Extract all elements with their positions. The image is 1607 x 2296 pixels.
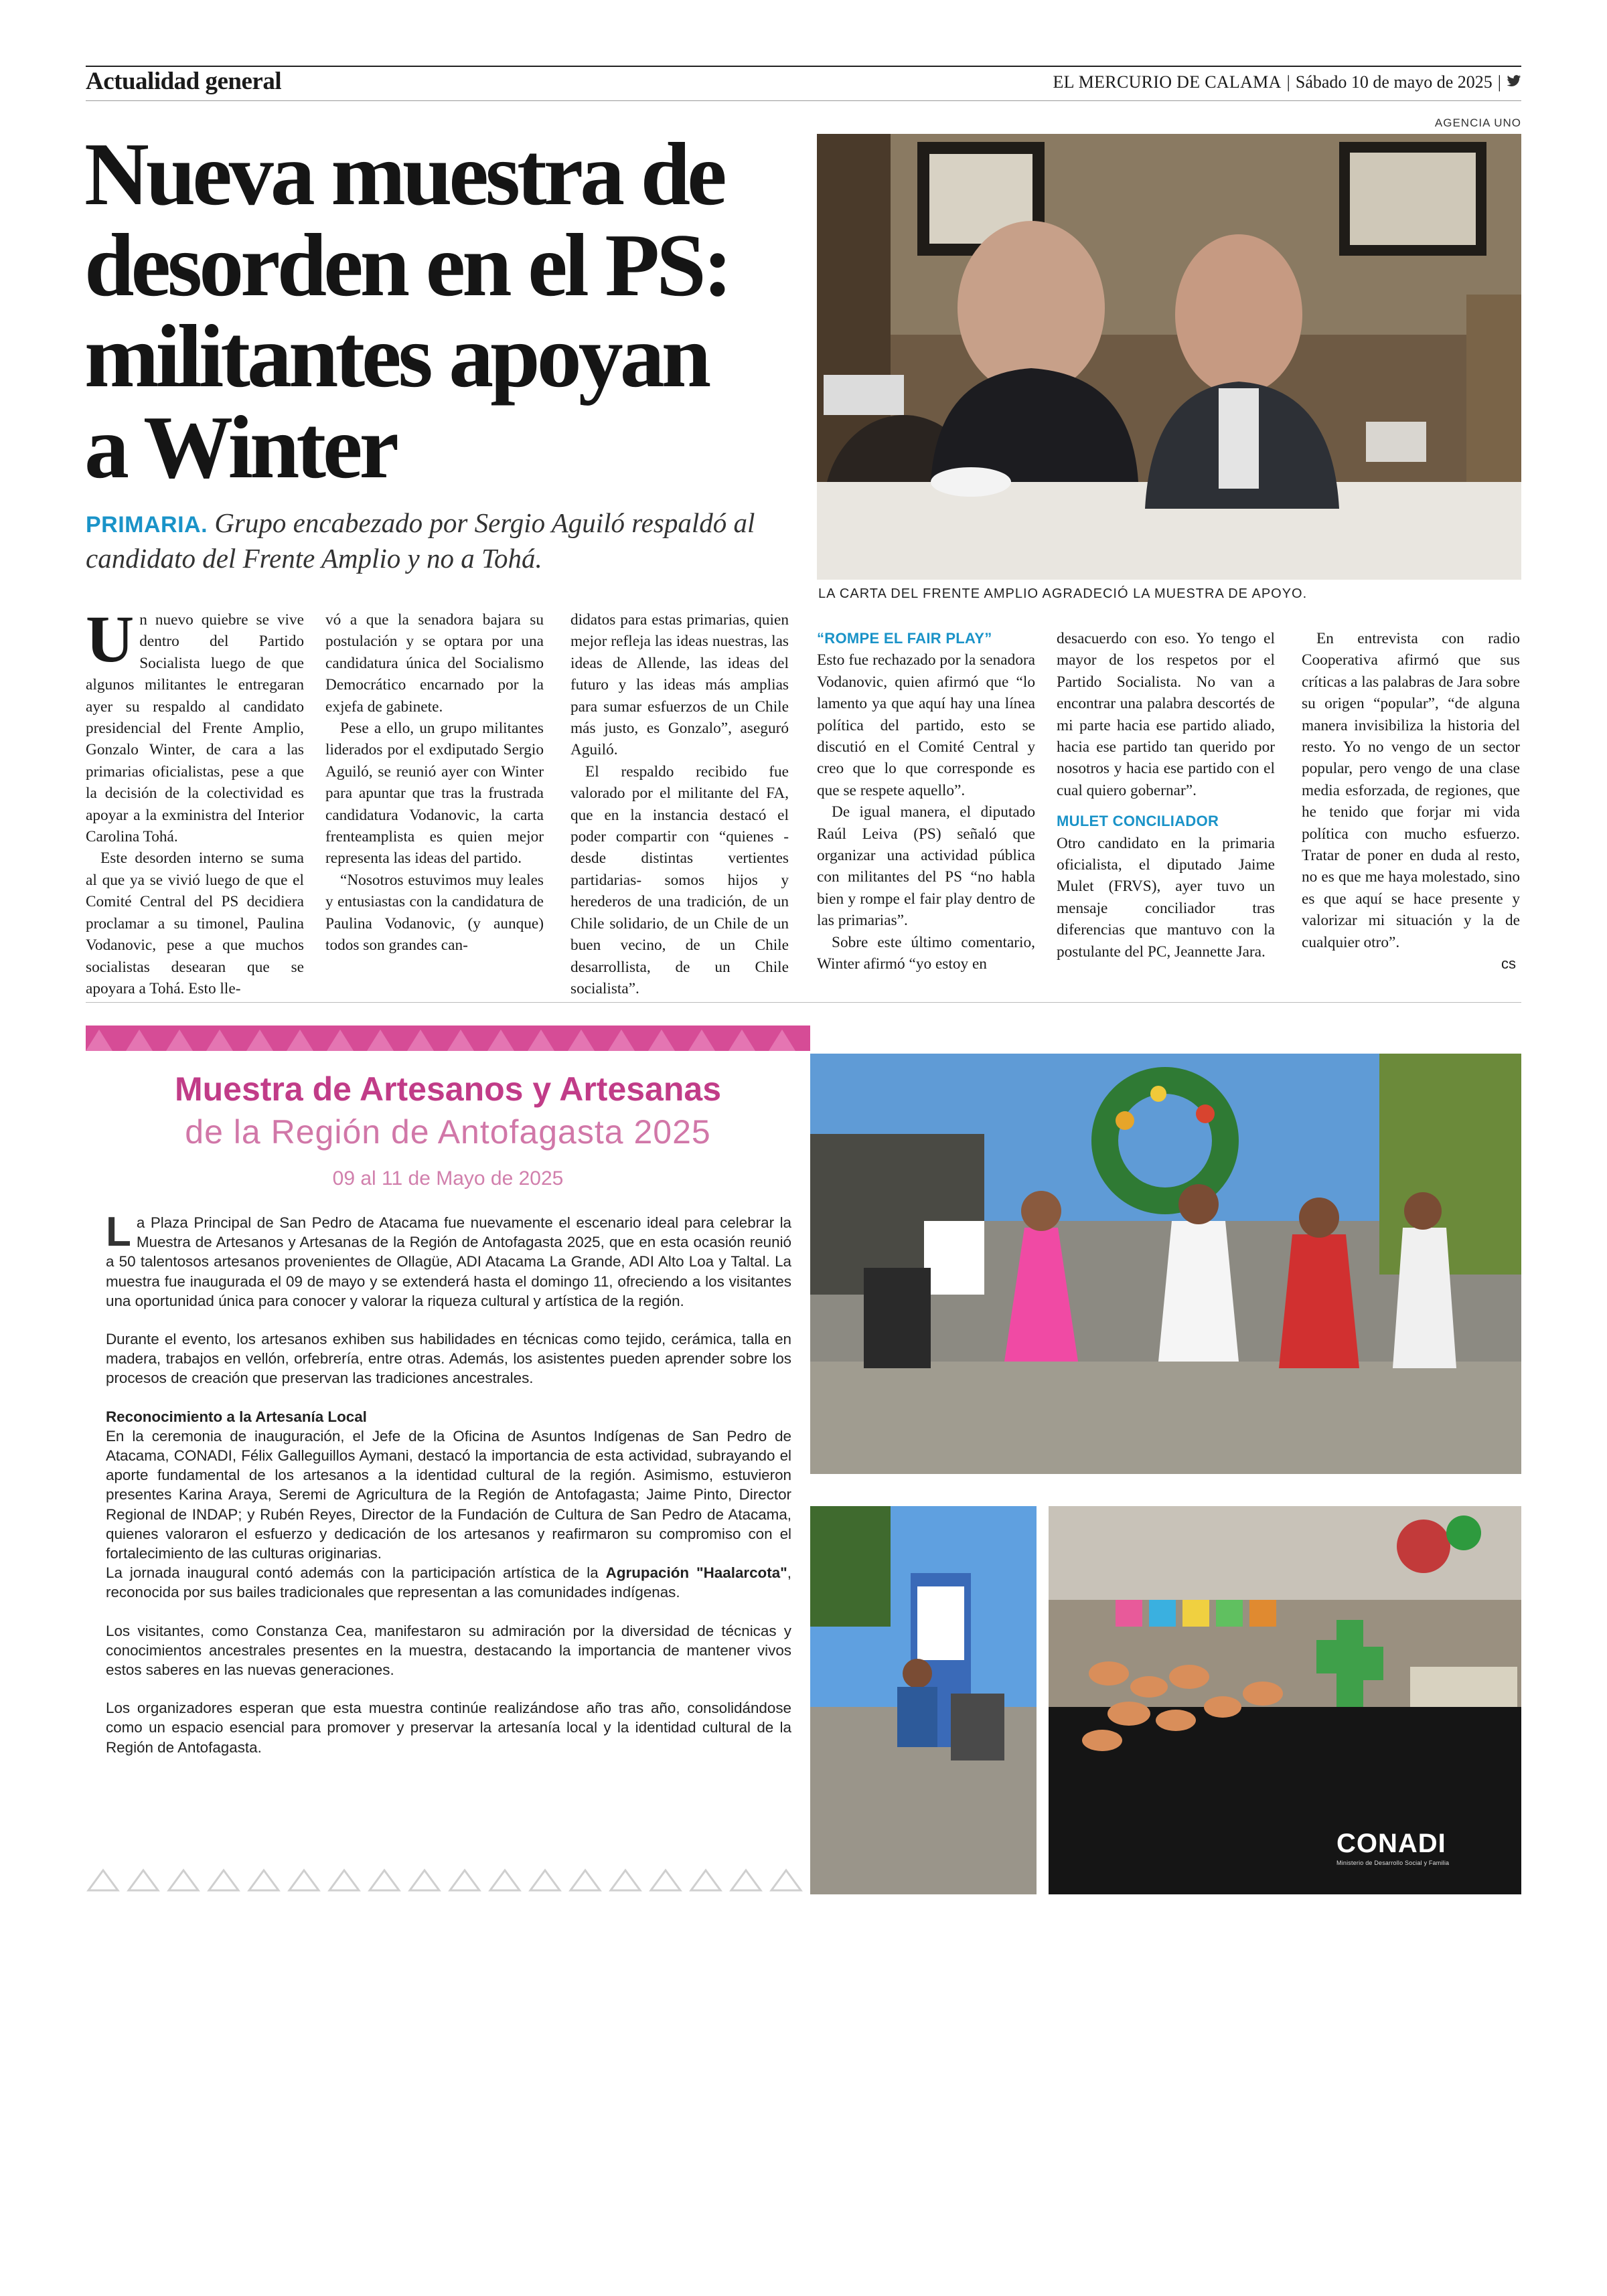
ad-dates: 09 al 11 de Mayo de 2025	[332, 1167, 564, 1190]
issue-date: Sábado 10 de mayo de 2025	[1295, 72, 1493, 92]
paragraph: vó a que la senadora bajara su postulación y se optara por una candidatura única del Socialismo Democrático encarnado por la exjefa de gabinete.	[325, 611, 544, 716]
conadi-logo-subtext: Ministerio de Desarrollo Social y Familia	[1336, 1860, 1450, 1866]
ad-paragraph: Los organizadores esperan que esta muestra continúe realizándose año tras año, consolidándose como un espacio esencial para promover y preservar la artesanía local y la identidad cultural de la Región de Antofagasta.	[106, 1700, 791, 1756]
twitter-bird-icon	[1507, 72, 1521, 92]
headline-line: militantes apoyan	[84, 307, 708, 406]
paragraph: Sobre este último comentario, Winter afirmó “yo estoy en	[817, 933, 1035, 973]
article-column-5	[1057, 628, 1275, 963]
paragraph: De igual manera, el diputado Raúl Leiva (PS) señaló que organizar una actividad pública con militantes del PS “no habla bien y rompe el fair play dentro de las primarias”.	[817, 803, 1035, 930]
ad-photo-plaza	[810, 1506, 1037, 1894]
publication-name: EL MERCURIO DE CALAMA	[1053, 72, 1282, 92]
paragraph: Esto fue rechazado por la senadora Vodanovic, quien afirmó que “lo lamento ya que aquí hay una línea política del partido, esto se discutió en el Comité Central y creo que lo que corresponde es que se respete aquello”.	[817, 651, 1035, 799]
headline-line: desorden en el PS:	[84, 216, 730, 315]
paragraph: “Nosotros estuvimos muy leales y entusiastas con la candidatura de Paulina Vodanovic, (y aunque) todos son grandes can-	[325, 871, 544, 955]
ad-title: Muestra de Artesanos y Artesanas	[174, 1070, 722, 1108]
ad-top-stripe	[86, 1026, 810, 1051]
article-divider	[86, 1002, 1521, 1003]
ad-subhead: Reconocimiento a la Artesanía Local	[106, 1408, 367, 1425]
article-column-2	[325, 609, 544, 957]
article-photo	[817, 134, 1521, 580]
ad-paragraph: La Plaza Principal de San Pedro de Atacama fue nuevamente el escenario ideal para celebrar la Muestra de Artesanos y Artesanas de la Región de Antofagasta 2025, que en esta ocasión reunió a 50 talentosos artesanos provenientes de Ollagüe, ADI Atacama La Grande, ADI Alto Loa y Taltal. La muestra fue inaugurada el 09 de mayo y se extenderá hasta el domingo 11, ofreciendo a los visitantes una oportunidad única para conocer y valorar la riqueza cultural y artística de la región.	[106, 1209, 791, 1309]
article-column-4	[817, 628, 1035, 975]
ad-body	[106, 1209, 791, 1776]
headline-line: Nueva muestra de	[84, 125, 724, 224]
ad-paragraph: Los visitantes, como Constanza Cea, manifestaron su admiración por la diversidad de técnicas y conocimientos ancestrales presentes en la muestra, destacando la importancia de mantener vivos estos saberes en las nuevas generaciones.	[106, 1622, 791, 1679]
headline	[84, 125, 794, 497]
article-column-3	[570, 609, 789, 999]
subhead: “ROMPE EL FAIR PLAY”	[817, 630, 992, 647]
drop-cap: U	[86, 602, 135, 676]
paragraph: didatos para estas primarias, quien mejor refleja las ideas nuestras, las ideas de Allende, las ideas del futuro y las ideas más amplias para sumar esfuerzos de un Chile más justo, es Gonzalo”, aseguró Aguiló.	[570, 611, 789, 759]
ad-subtitle: de la Región de Antofagasta 2025	[185, 1113, 711, 1151]
article-column-1	[86, 602, 304, 999]
paragraph: Un nuevo quiebre se vive dentro del Partido Socialista luego de que algunos militantes le entregaran ayer su respaldo al candidato presidencial del Frente Amplio, Gonzalo Winter, de cara a las primarias oficialistas, pese a que la decisión de la colectividad es apoyar a la exministra del Interior Carolina Tohá.	[86, 602, 304, 846]
photo-caption: LA CARTA DEL FRENTE AMPLIO AGRADECIÓ LA MUESTRA DE APOYO.	[818, 586, 1308, 601]
ad-bottom-pattern	[86, 1868, 810, 1893]
end-mark: cs	[1501, 955, 1516, 973]
section-label: Actualidad general	[86, 68, 282, 95]
headline-line: a Winter	[84, 398, 396, 497]
ad-paragraph: Durante el evento, los artesanos exhiben sus habilidades en técnicas como tejido, cerámica, talla en madera, trabajos en vellón, orfebrería, entre otras. Además, los asistentes pueden aprender sobre los procesos de creación que preservan las tradiciones ancestrales.	[106, 1331, 791, 1387]
subhead: MULET CONCILIADOR	[1057, 813, 1219, 830]
paragraph: Este desorden interno se suma al que ya se vivió luego de que el Comité Central del PS decidiera proclamar a su timonel, Paulina Vodanovic, pese a que muchos socialistas desearan que se apoyara a Tohá. Esto lle-	[86, 849, 304, 997]
ad-drop-cap: L	[106, 1209, 131, 1255]
paragraph: desacuerdo con eso. Yo tengo el mayor de los respetos por el Partido Socialista. No van a encontrar una palabra descortés de mi parte hacia ese partido aliado, hacia ese partido tan querido por nosotros y hacia ese partido con el cual quiero gobernar”.	[1057, 630, 1275, 799]
header-rule	[86, 66, 1521, 67]
ad-paragraph: La jornada inaugural contó además con la participación artística de la Agrupación "Haalarcota", reconocida por sus bailes tradicionales que representan a las comunidades indígenas.	[106, 1564, 791, 1601]
paragraph: El respaldo recibido fue valorado por el militante del FA, que en la instancia destacó el poder compartir con “quienes -desde distintas vertientes partidarias- somos hijos y herederos de una tradición, de un Chile solidario, de un Chile de un buen vecino, de un Chile desarrollista, de un Chile socialista”.	[570, 762, 789, 997]
folio: EL MERCURIO DE CALAMA | Sábado 10 de mayo de 2025 |	[1053, 72, 1522, 92]
paragraph: Otro candidato en la primaria oficialista, el diputado Jaime Mulet (FRVS), ayer tuvo un mensaje conciliador tras diferencias que mantuvo con la postulante del PC, Jeannette Jara.	[1057, 834, 1275, 961]
kicker: PRIMARIA.	[86, 512, 208, 538]
ad-photo-dancers	[810, 1054, 1521, 1474]
paragraph: En entrevista con radio Cooperativa afirmó que sus críticas a las palabras de Jara sobre su origen “popular”, “de alguna manera invisibiliza la historia del resto. Yo no vengo de un sector popular, pero vengo de una clase media esforzada, de regiones, que he tenido que forjar mi vida política con mucho esfuerzo. Tratar de poner en duda al resto, no es que me haya molestado, sino es que aquí se hace presente y valorizar mi situación y la de cualquier otro”.	[1302, 630, 1520, 951]
deck	[86, 506, 795, 575]
conadi-logo: CONADI	[1336, 1829, 1446, 1858]
ad-paragraph: En la ceremonia de inauguración, el Jefe de la Oficina de Asuntos Indígenas de San Pedro de Atacama, CONADI, Félix Galleguillos Aymani, destacó la importancia de esta actividad, subrayando el aporte fundamental de los artesanos a la identidad cultural de la región. Asimismo, estuvieron presentes Karina Araya, Seremi de Agricultura de la Región de Antofagasta; Jaime Pinto, Director Regional de INDAP; y Rubén Reyes, Director de la Fundación de Cultura de San Pedro de Atacama, quienes valoraron el esfuerzo y dedicación de los artesanos y reafirmaron su compromiso con el fortalecimiento de las culturas originarias.	[106, 1427, 791, 1562]
deck-text: Grupo encabezado por Sergio Aguiló respaldó al candidato del Frente Amplio y no a Tohá.	[86, 507, 755, 574]
photo-credit: AGENCIA UNO	[1434, 116, 1521, 129]
ad-photo-crafts	[1049, 1506, 1521, 1894]
paragraph: Pese a ello, un grupo militantes liderados por el exdiputado Sergio Aguiló, se reunió ayer con Winter para apuntar que tras la frustrada candidatura Vodanovic, la carta frenteamplista es quien mejor representa las ideas del partido.	[325, 720, 544, 868]
header-underline	[86, 100, 1521, 101]
article-column-6	[1302, 628, 1520, 975]
